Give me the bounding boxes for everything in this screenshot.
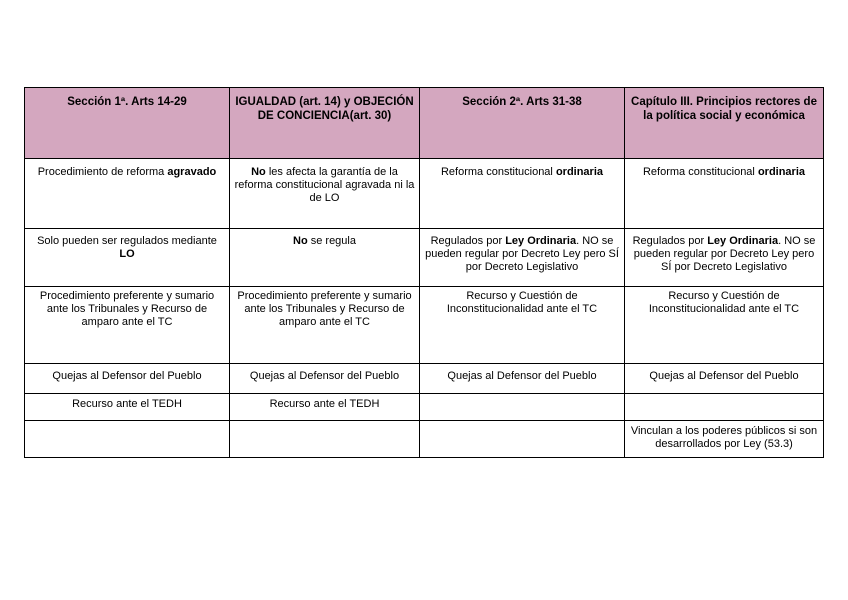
header-seccion-2: Sección 2ª. Arts 31-38 <box>420 88 625 159</box>
header-capitulo-3: Capítulo III. Principios rectores de la política social y económica <box>625 88 824 159</box>
table-cell: No les afecta la garantía de la reforma constitucional agravada ni la de LO <box>230 159 420 229</box>
table-row <box>25 229 824 287</box>
table-cell: Recurso y Cuestión de Inconstitucionalidad ante el TC <box>625 287 824 364</box>
table-cell: Vinculan a los poderes públicos si son desarrollados por Ley (53.3) <box>625 421 824 458</box>
table-cell: Solo pueden ser regulados mediante LO <box>25 229 230 287</box>
table-cell: Recurso ante el TEDH <box>25 394 230 421</box>
header-igualdad-objecion: IGUALDAD (art. 14) y OBJECIÓN DE CONCIENCIA(art. 30) <box>230 88 420 159</box>
table-cell <box>625 394 824 421</box>
table-cell: Quejas al Defensor del Pueblo <box>420 364 625 394</box>
table-cell: Reforma constitucional ordinaria <box>625 159 824 229</box>
table-row <box>25 421 824 458</box>
header-seccion-1: Sección 1ª. Arts 14-29 <box>25 88 230 159</box>
table-cell: Regulados por Ley Ordinaria. NO se pueden regular por Decreto Ley pero SÍ por Decreto Legislativo <box>420 229 625 287</box>
table-cell: No se regula <box>230 229 420 287</box>
table-row <box>25 159 824 229</box>
table-cell: Procedimiento preferente y sumario ante los Tribunales y Recurso de amparo ante el TC <box>25 287 230 364</box>
table-cell <box>420 421 625 458</box>
table-cell: Recurso ante el TEDH <box>230 394 420 421</box>
table-row <box>25 394 824 421</box>
table-cell <box>25 421 230 458</box>
table-row <box>25 287 824 364</box>
table-cell: Quejas al Defensor del Pueblo <box>230 364 420 394</box>
table-cell: Quejas al Defensor del Pueblo <box>25 364 230 394</box>
table-cell: Reforma constitucional ordinaria <box>420 159 625 229</box>
table-cell: Regulados por Ley Ordinaria. NO se pueden regular por Decreto Ley pero SÍ por Decreto Legislativo <box>625 229 824 287</box>
table-cell <box>230 421 420 458</box>
table-cell <box>420 394 625 421</box>
table-cell: Procedimiento preferente y sumario ante los Tribunales y Recurso de amparo ante el TC <box>230 287 420 364</box>
table-cell: Procedimiento de reforma agravado <box>25 159 230 229</box>
table-cell: Recurso y Cuestión de Inconstitucionalidad ante el TC <box>420 287 625 364</box>
table-cell: Quejas al Defensor del Pueblo <box>625 364 824 394</box>
comparison-table <box>24 87 824 458</box>
header-row <box>25 88 824 159</box>
table-row <box>25 364 824 394</box>
